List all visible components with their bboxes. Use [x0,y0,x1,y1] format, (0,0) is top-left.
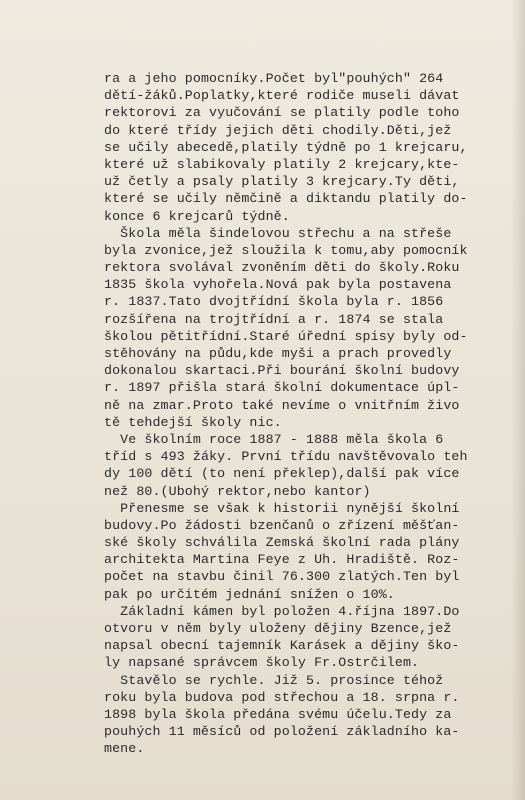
text-line: r. 1837.Tato dvojtřídní škola byla r. 1856 [104,294,444,310]
text-line: stěhovány na půdu,kde myši a prach provedly [104,346,452,361]
text-line: byla zvonice,jež sloužila k tomu,aby pomocník [104,242,468,258]
text-line: Stavělo se rychle. Již 5. prosince téhož [104,672,444,688]
text-line: pak po určitém jednání snížen o 10%. [104,586,395,602]
text-line: konce 6 krejcarů týdně. [104,208,290,224]
page-edge-shadow [511,0,525,800]
text-line: školou pětitřídní.Staré úřední spisy byly od- [104,328,468,344]
text-line: budovy.Po žádosti bzenčanů o zřízení měšťan- [104,517,460,533]
text-line: Přenesme se však k historii nynější školní [104,500,460,516]
text-line: rektora svolával zvoněním děti do školy.Roku [104,260,460,276]
text-line: 1835 škola vyhořela.Nová pak byla postavena [104,277,452,293]
text-line: se učily abecedě,platily týdně po 1 krejcaru, [104,139,468,155]
text-line: do které třídy jejich děti chodily.Děti,jež [104,122,452,138]
text-line: rozšířena na trojtřídní a r. 1874 se stala [104,311,444,327]
text-line: které se učily němčině a diktandu platily do- [104,191,468,207]
text-line: roku byla budova pod střechou a 18. srpna r. [104,689,460,705]
text-line: mene. [104,741,145,757]
text-line: ské školy schválila Zemská školní rada plány [104,535,460,551]
text-line: pouhých 11 měsíců od položení základního ka- [104,724,460,740]
text-line: napsal obecní tajemník Karásek a dějiny ško- [104,638,460,654]
text-line: tě tehdejší školy nic. [104,414,282,430]
text-line: Ve školním roce 1887 - 1888 měla škola 6 [104,431,444,447]
text-line: dy 100 dětí (to není překlep),další pak více [104,466,460,482]
text-line: Základní kámen byl položen 4.října 1897.Do [104,603,460,619]
text-line: než 80.(Ubohý rektor,nebo kantor) [104,483,371,499]
text-line: architekta Martina Feye z Uh. Hradiště. Roz- [104,552,460,568]
text-line: tříd s 493 žáky. První třídu navštěvovalo teh [104,449,468,465]
text-line: r. 1897 přišla stará školní dokumentace úpl- [104,380,460,396]
text-line: už četly a psaly platily 3 krejcary.Ty děti, [104,174,460,190]
text-line: ně na zmar.Proto také nevíme o vnitřním živo [104,397,460,413]
text-line: 1898 byla škola předána svému účelu.Tedy za [104,706,452,722]
text-line: ly napsané správcem školy Fr.Ostrčilem. [104,655,420,671]
text-line: Škola měla šindelovou střechu a na střeše [104,225,452,241]
text-line: ra a jeho pomocníky.Počet byl"pouhých" 264 [104,71,444,86]
text-line: počet na stavbu činil 76.300 zlatých.Ten byl [104,569,460,585]
typewritten-text [104,70,504,758]
text-line: dětí-žáků.Poplatky,které rodiče museli dávat [104,88,460,104]
text-line: dokonalou skartaci.Při bourání školní budovy [104,363,460,379]
text-line: rektorovi za vyučování se platily podle toho [104,105,460,121]
text-line: které už slabikovaly platily 2 krejcary,kte- [104,156,460,172]
text-line: otvoru v něm byly uloženy dějiny Bzence,jež [104,621,452,636]
